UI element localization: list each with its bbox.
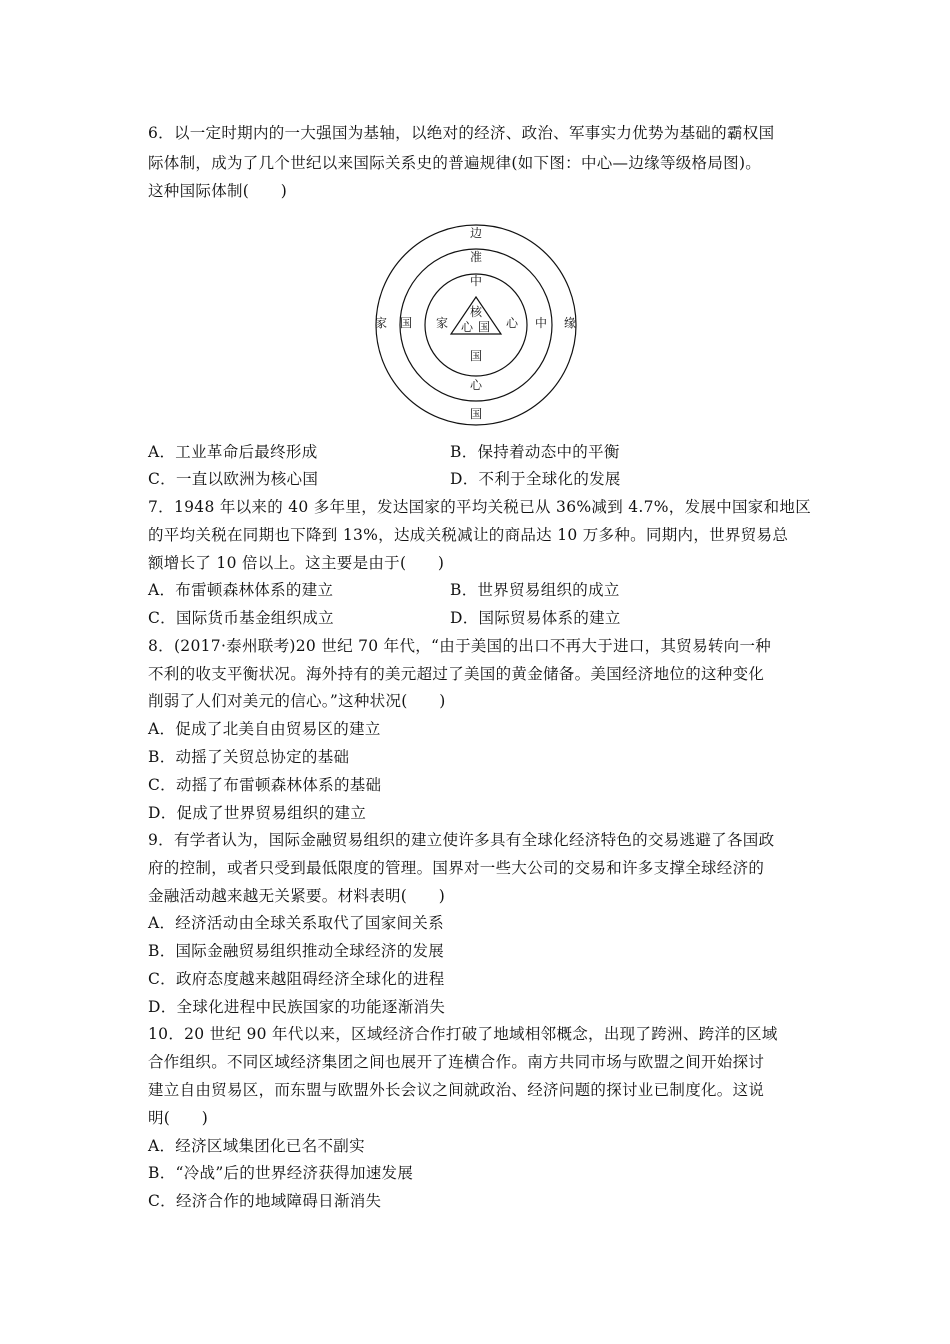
q8-stem-line-1: 8．(2017·泰州联考)20 世纪 70 年代，“由于美国的出口不再大于进口，其贸易转向一种 — [148, 637, 772, 655]
q9-option-b: B．国际金融贸易组织推动全球经济的发展 — [148, 942, 445, 960]
q10-option-b: B．“冷战”后的世界经济获得加速发展 — [148, 1164, 414, 1182]
middle-label-bottom: 心 — [469, 378, 483, 392]
q7-option-d: D．国际贸易体系的建立 — [450, 609, 621, 627]
q9-stem-line-1: 9．有学者认为，国际金融贸易组织的建立使许多具有全球化经济特色的交易逃避了各国政 — [148, 831, 775, 849]
middle-label-left: 国 — [399, 316, 413, 330]
q8-option-c: C．动摇了布雷顿森林体系的基础 — [148, 776, 382, 794]
q10-stem-line-3: 建立自由贸易区，而东盟与欧盟外长会议之间就政治、经济问题的探讨业已制度化。这说 — [148, 1081, 765, 1099]
inner-label-left: 家 — [435, 316, 449, 330]
q9-stem-line-3: 金融活动越来越无关紧要。材料表明( ) — [148, 887, 446, 905]
q10-stem-line-1: 10．20 世纪 90 年代以来，区域经济合作打破了地域相邻概念，出现了跨洲、跨洋的区域 — [148, 1025, 778, 1043]
q10-stem-line-2: 合作组织。不同区域经济集团之间也展开了连横合作。南方共同市场与欧盟之间开始探讨 — [148, 1053, 765, 1071]
q6-option-a: A．工业革命后最终形成 — [148, 443, 318, 461]
q9-stem-line-2: 府的控制，或者只受到最低限度的管理。国界对一些大公司的交易和许多支撑全球经济的 — [148, 859, 765, 877]
q10-option-a: A．经济区域集团化已名不副实 — [148, 1137, 365, 1155]
q6-stem-line-1: 6．以一定时期内的一大强国为基轴，以绝对的经济、政治、军事实力优势为基础的霸权国 — [148, 124, 775, 142]
q7-option-a: A．布雷顿森林体系的建立 — [148, 581, 334, 599]
core-label-left: 心 — [460, 320, 474, 334]
outer-label-bottom: 国 — [469, 407, 483, 421]
q7-stem-line-1: 7．1948 年以来的 40 多年里，发达国家的平均关税已从 36%减到 4.7%，发展中国家和地区 — [148, 498, 811, 516]
q6-option-c: C．一直以欧洲为核心国 — [148, 470, 319, 488]
q6-stem-line-3: 这种国际体制( ) — [148, 182, 288, 200]
q8-stem-line-3: 削弱了人们对美元的信心。”这种状况( ) — [148, 692, 446, 710]
q7-option-b: B．世界贸易组织的成立 — [450, 581, 620, 599]
q8-option-a: A．促成了北美自由贸易区的建立 — [148, 720, 381, 738]
q6-option-b: B．保持着动态中的平衡 — [450, 443, 620, 461]
center-periphery-diagram — [366, 222, 586, 428]
core-label-top: 核 — [469, 305, 483, 319]
inner-label-right: 心 — [505, 316, 519, 330]
outer-label-left: 家 — [374, 316, 388, 330]
q7-option-c: C．国际货币基金组织成立 — [148, 609, 334, 627]
outer-label-right: 缘 — [563, 316, 577, 330]
q7-stem-line-3: 额增长了 10 倍以上。这主要是由于( ) — [148, 554, 445, 572]
concentric-circles-figure — [366, 222, 586, 428]
q9-option-d: D．全球化进程中民族国家的功能逐渐消失 — [148, 998, 446, 1016]
q7-stem-line-2: 的平均关税在同期也下降到 13%，达成关税减让的商品达 10 万多种。同期内，世界贸易总 — [148, 526, 789, 544]
q6-stem-line-2: 际体制，成为了几个世纪以来国际关系史的普遍规律(如下图：中心—边缘等级格局图)。 — [148, 154, 762, 172]
q8-stem-line-2: 不利的收支平衡状况。海外持有的美元超过了美国的黄金储备。美国经济地位的这种变化 — [148, 665, 765, 683]
q10-option-c: C．经济合作的地域障碍日渐消失 — [148, 1192, 382, 1210]
inner-label-bottom: 国 — [469, 349, 483, 363]
q9-option-c: C．政府态度越来越阻碍经济全球化的进程 — [148, 970, 445, 988]
q6-option-d: D．不利于全球化的发展 — [450, 470, 621, 488]
middle-label-right: 中 — [534, 316, 548, 330]
q10-stem-line-4: 明( ) — [148, 1109, 209, 1127]
q8-option-b: B．动摇了关贸总协定的基础 — [148, 748, 350, 766]
core-label-right: 国 — [477, 320, 491, 334]
middle-label-top: 准 — [469, 250, 483, 264]
inner-label-top: 中 — [469, 274, 483, 288]
q9-option-a: A．经济活动由全球关系取代了国家间关系 — [148, 914, 444, 932]
q8-option-d: D．促成了世界贸易组织的建立 — [148, 804, 367, 822]
outer-label-top: 边 — [469, 226, 483, 240]
